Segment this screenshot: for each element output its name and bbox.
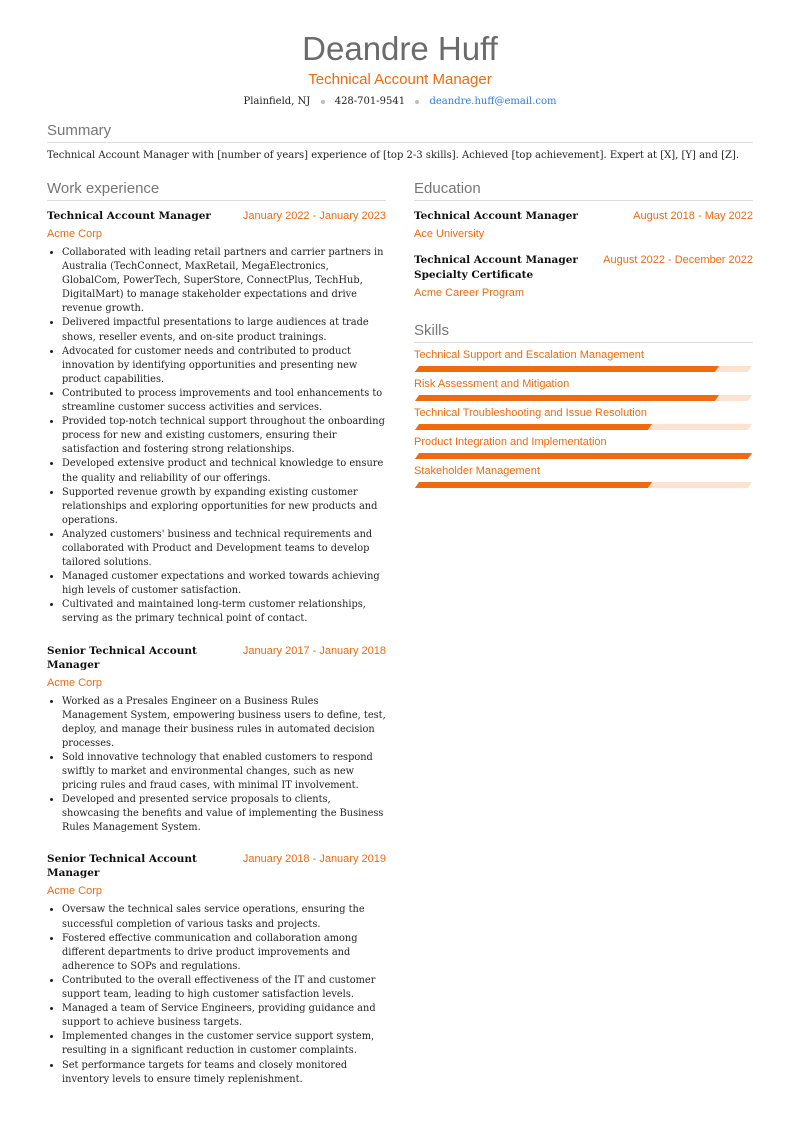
education-section <box>414 180 753 300</box>
email-link[interactable]: deandre.huff@email.com <box>429 96 557 107</box>
job-bullet: • Sold innovative technology that enabled customers to respond swiftly to market and environmental changes, such as new pricing rules and fraud cases, with minimal IT involvement. <box>62 751 386 793</box>
work-experience-heading: Work experience <box>47 180 386 201</box>
job-header <box>47 209 386 223</box>
skill-level-bar <box>415 482 752 488</box>
job-title: Technical Account Manager <box>47 210 211 222</box>
job-entry <box>47 852 386 1086</box>
skill-name: Stakeholder Management <box>414 465 540 477</box>
job-bullet: • Developed extensive product and technical knowledge to ensure the quality and reliability of our offerings. <box>62 457 386 485</box>
candidate-title: Technical Account Manager <box>308 71 492 88</box>
job-bullet: • Fostered effective communication and collaboration among different departments to drive product improvements and adherence to SOPs and regulations. <box>62 932 386 974</box>
skill-level-fill <box>415 395 719 401</box>
education-heading: Education <box>414 180 753 201</box>
skill-level-fill <box>415 366 719 372</box>
skill-level-fill <box>415 482 652 488</box>
summary-heading: Summary <box>47 122 753 143</box>
skill-item <box>414 348 753 372</box>
education-header <box>414 209 753 224</box>
education-entry <box>414 209 753 241</box>
job-bullet-list <box>47 246 386 627</box>
skill-item <box>414 464 753 488</box>
skills-section <box>414 322 753 488</box>
skill-item <box>414 377 753 401</box>
job-title: Senior Technical Account Manager <box>47 644 197 671</box>
job-bullet: • Developed and presented service proposals to clients, showcasing the benefits and value of implementing the Business Rules Management System. <box>62 793 386 835</box>
education-list <box>414 209 753 300</box>
skill-level-bar <box>415 424 752 430</box>
job-bullet: • Contributed to the overall effectiveness of the IT and customer support team, leading to high customer satisfaction levels. <box>62 974 386 1002</box>
contact-line <box>0 95 800 109</box>
job-entry <box>47 644 386 836</box>
job-bullet-list <box>47 695 386 836</box>
job-bullet-list <box>47 903 386 1086</box>
job-bullet: • Advocated for customer needs and contributed to product innovation by identifying opportunities and presenting new product capabilities. <box>62 345 386 387</box>
job-bullet: • Oversaw the technical sales service operations, ensuring the successful completion of various tasks and projects. <box>62 903 386 931</box>
job-bullet: • Set performance targets for teams and closely monitored inventory levels to ensure timely replenishment. <box>62 1059 386 1087</box>
job-title: Senior Technical Account Manager <box>47 853 197 880</box>
job-date: January 2022 - January 2023 <box>242 210 386 222</box>
phone-text: 428-701-9541 <box>334 96 406 107</box>
job-bullet: • Implemented changes in the customer service support system, resulting in a significant reduction in customer complaints. <box>62 1030 386 1058</box>
skill-name: Risk Assessment and Mitigation <box>414 378 570 390</box>
education-title: Technical Account Manager Specialty Certificate <box>414 254 578 281</box>
job-company: Acme Corp <box>47 228 103 240</box>
separator-dot-icon <box>321 100 325 104</box>
skill-level-bar <box>415 395 752 401</box>
skill-level-fill <box>415 453 752 459</box>
location-text: Plainfield, NJ <box>243 96 311 107</box>
job-bullet: • Contributed to process improvements and tool enhancements to streamline customer success activities and services. <box>62 387 386 415</box>
summary-text: Technical Account Manager with [number of years] experience of [top 2-3 skills]. Achieved [top achievement]. Expert at [X], [Y] and [Z]. <box>47 150 740 161</box>
job-bullet: • Supported revenue growth by expanding existing customer relationships and exploring opportunities for new products and operations. <box>62 486 386 528</box>
education-date: August 2018 - May 2022 <box>633 210 753 222</box>
job-entry <box>47 209 386 627</box>
skills-heading: Skills <box>414 322 753 343</box>
skill-name: Technical Support and Escalation Management <box>414 349 644 361</box>
skill-level-bar <box>415 453 752 459</box>
education-entry <box>414 253 753 300</box>
skill-item <box>414 435 753 459</box>
education-title: Technical Account Manager <box>414 210 578 222</box>
job-bullet: • Worked as a Presales Engineer on a Business Rules Management System, empowering business users to define, test, deploy, and manage their business rules in automated decision processes. <box>62 695 386 751</box>
job-list <box>47 209 386 1087</box>
work-experience-section <box>47 180 386 1087</box>
education-header <box>414 253 753 283</box>
job-company: Acme Corp <box>47 885 103 898</box>
job-bullet: • Collaborated with leading retail partners and carrier partners in Australia (TechConnect, MaxRetail, MegaElectronics, GlobalCom, PowerTech, SuperStore, ConnectPlus, TechHub, DigitalMart) to manage stakeholder expectations and drive revenue growth. <box>62 246 386 316</box>
job-bullet: • Provided top-notch technical support throughout the onboarding process for new and existing customers, ensuring their satisfaction and fostering strong relationships. <box>62 415 386 457</box>
skill-name: Technical Troubleshooting and Issue Resolution <box>414 407 647 419</box>
job-bullet: • Analyzed customers' business and technical requirements and collaborated with Product and Development teams to develop tailored solutions. <box>62 528 386 570</box>
right-column <box>414 180 753 488</box>
summary-section <box>47 122 753 163</box>
skills-list <box>414 348 753 488</box>
candidate-name: Deandre Huff <box>302 30 498 67</box>
job-bullet: • Managed a team of Service Engineers, providing guidance and support to achieve business targets. <box>62 1002 386 1030</box>
separator-dot-icon <box>415 100 419 104</box>
skill-item <box>414 406 753 430</box>
job-bullet: • Delivered impactful presentations to large audiences at trade shows, reseller events, and on-site product trainings. <box>62 316 386 344</box>
skill-level-fill <box>415 424 652 430</box>
education-date: August 2022 - December 2022 <box>603 254 753 266</box>
education-institution: Acme Career Program <box>414 287 525 299</box>
job-company: Acme Corp <box>47 676 103 689</box>
job-bullet: • Cultivated and maintained long-term customer relationships, serving as the primary technical point of contact. <box>62 598 386 626</box>
job-date: January 2018 - January 2019 <box>242 853 386 866</box>
job-bullet: • Managed customer expectations and worked towards achieving high levels of customer satisfaction. <box>62 570 386 598</box>
skill-name: Product Integration and Implementation <box>414 436 607 448</box>
skill-level-bar <box>415 366 752 372</box>
education-institution: Ace University <box>414 228 485 240</box>
job-date: January 2017 - January 2018 <box>242 644 386 657</box>
resume-header <box>0 0 800 109</box>
job-header <box>47 852 386 880</box>
job-header <box>47 644 386 672</box>
